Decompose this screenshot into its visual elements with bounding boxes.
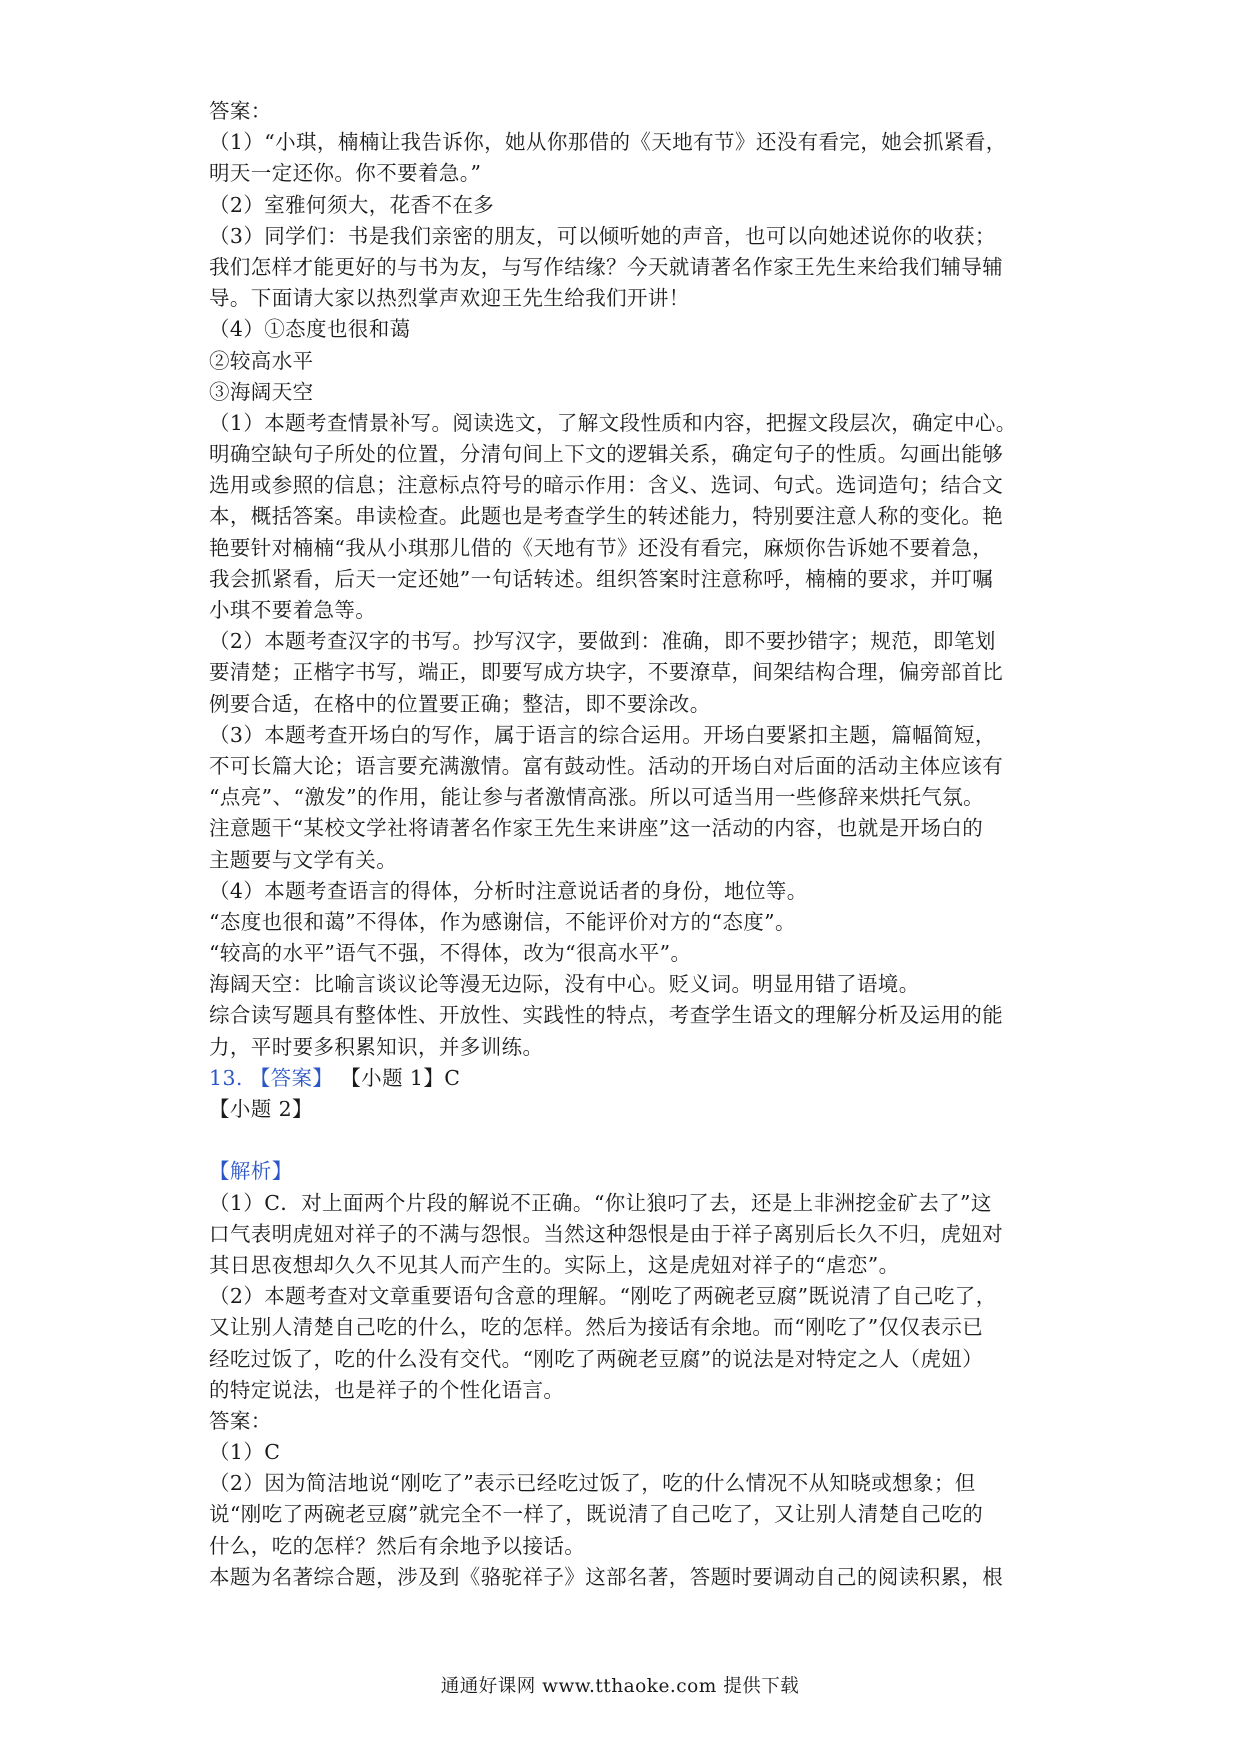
- text-line: 本题为名著综合题，涉及到《骆驼祥子》这部名著，答题时要调动自己的阅读积累，根: [209, 1564, 1004, 1589]
- text-line: （4）本题考查语言的得体，分析时注意说话者的身份，地位等。: [209, 878, 808, 903]
- text-line: 答案：: [209, 1408, 272, 1433]
- text-line: 其日思夜想却久久不见其人而产生的。实际上，这是虎妞对祥子的“虐恋”。: [209, 1252, 900, 1277]
- page-footer: 通通好课网 www.tthaoke.com 提供下载: [440, 1676, 800, 1697]
- sub-question-2: 【小题 2】: [209, 1097, 313, 1121]
- text-line: 要清楚；正楷字书写，端正，即要写成方块字，不要潦草，间架结构合理，偏旁部首比: [209, 660, 1004, 685]
- text-line: （1）C．对上面两个片段的解说不正确。“你让狼叼了去，还是上非洲挖金矿去了”这: [209, 1190, 992, 1215]
- text-line: 说“刚吃了两碗老豆腐”就完全不一样了，既说清了自己吃了，又让别人清楚自己吃的: [209, 1502, 984, 1527]
- sub-question-1: 【小题 1】C: [340, 1065, 461, 1090]
- text-line: ②较高水平: [209, 348, 314, 373]
- text-line: ③海阔天空: [209, 379, 314, 404]
- text-line: 明确空缺句子所处的位置，分清句间上下文的逻辑关系，确定句子的性质。勾画出能够: [209, 442, 1004, 467]
- text-line: “较高的水平”语气不强，不得体，改为“很高水平”。: [209, 941, 692, 966]
- text-line: 不可长篇大论；语言要充满激情。富有鼓动性。活动的开场白对后面的活动主体应该有: [209, 753, 1004, 778]
- text-line: 力，平时要多积累知识，并多训练。: [209, 1034, 544, 1059]
- text-line: 经吃过饭了，吃的什么没有交代。“刚吃了两碗老豆腐”的说法是对特定之人（虎妞）: [209, 1346, 984, 1371]
- text-line: 的特定说法，也是祥子的个性化语言。: [209, 1377, 565, 1402]
- document-body: [209, 96, 1041, 1593]
- text-line: （1）C: [209, 1440, 281, 1465]
- text-line: 本，概括答案。串读检查。此题也是考查学生的转述能力，特别要注意人称的变化。艳: [209, 504, 1004, 529]
- text-line: 艳要针对楠楠“我从小琪那儿借的《天地有节》还没有看完，麻烦你告诉她不要着急，: [209, 535, 994, 560]
- text-line: 导。下面请大家以热烈掌声欢迎王先生给我们开讲！: [209, 286, 690, 311]
- answer-tag: 【答案】: [249, 1065, 334, 1090]
- text-line: （2）本题考查汉字的书写。抄写汉字，要做到：准确，即不要抄错字；规范，即笔划: [209, 629, 996, 654]
- question-number: 13.: [209, 1065, 243, 1090]
- text-line: 选用或参照的信息；注意标点符号的暗示作用：含义、选词、句式。选词造句；结合文: [209, 473, 1004, 498]
- text-line: （4）①态度也很和蔼: [209, 317, 411, 342]
- text-line: 我会抓紧看，后天一定还她”一句话转述。组织答案时注意称呼，楠楠的要求，并叮嘱: [209, 566, 994, 591]
- text-line: （2）因为简洁地说“刚吃了”表示已经吃过饭了，吃的什么情况不从知晓或想象；但: [209, 1471, 976, 1496]
- text-line: （2）室雅何须大，花香不在多: [209, 192, 495, 217]
- section-q13: [209, 1063, 1041, 1593]
- text-line: （1）“小琪，楠楠让我告诉你，她从你那借的《天地有节》还没有看完，她会抓紧看，: [209, 130, 1007, 155]
- text-line: 小琪不要着急等。: [209, 598, 377, 622]
- blank-gap: [209, 1125, 1041, 1156]
- text-line: 答案：: [209, 99, 272, 123]
- text-line: （1）本题考查情景补写。阅读选文，了解文段性质和内容，把握文段层次，确定中心。: [209, 410, 1017, 435]
- text-line: 又让别人清楚自己吃的什么，吃的怎样。然后为接话有余地。而“刚吃了”仅仅表示已: [209, 1315, 984, 1340]
- text-line: （3）同学们：书是我们亲密的朋友，可以倾听她的声音，也可以向她述说你的收获；: [209, 223, 996, 248]
- text-line: 主题要与文学有关。: [209, 847, 398, 872]
- text-line: 海阔天空：比喻言谈议论等漫无边际，没有中心。贬义词。明显用错了语境。: [209, 972, 920, 997]
- text-line: 口气表明虎妞对祥子的不满与怨恨。当然这种怨恨是由于祥子离别后长久不归，虎妞对: [209, 1221, 1004, 1246]
- text-line: 我们怎样才能更好的与书为友，与写作结缘？今天就请著名作家王先生来给我们辅导辅: [209, 254, 1004, 279]
- text-line: （3）本题考查开场白的写作，属于语言的综合运用。开场白要紧扣主题，篇幅简短，: [209, 722, 996, 747]
- text-line: 注意题干“某校文学社将请著名作家王先生来讲座”这一活动的内容，也就是开场白的: [209, 816, 984, 841]
- q13-answer-line: [209, 1063, 1041, 1094]
- section-answers-q12: [209, 96, 1041, 1063]
- analysis-tag: 【解析】: [209, 1159, 293, 1184]
- text-line: 例要合适，在格中的位置要正确；整洁，即不要涂改。: [209, 691, 711, 716]
- text-line: “点亮”、“激发”的作用，能让参与者激情高涨。所以可适当用一些修辞来烘托气氛。: [209, 785, 985, 810]
- text-line: “态度也很和蔼”不得体，作为感谢信，不能评价对方的“态度”。: [209, 909, 796, 934]
- text-line: 什么，吃的怎样？然后有余地予以接话。: [209, 1533, 586, 1558]
- text-line: 明天一定还你。你不要着急。”: [209, 161, 482, 186]
- text-line: 综合读写题具有整体性、开放性、实践性的特点，考查学生语文的理解分析及运用的能: [209, 1003, 1004, 1028]
- text-line: （2）本题考查对文章重要语句含意的理解。“刚吃了两碗老豆腐”既说清了自己吃了，: [209, 1284, 997, 1309]
